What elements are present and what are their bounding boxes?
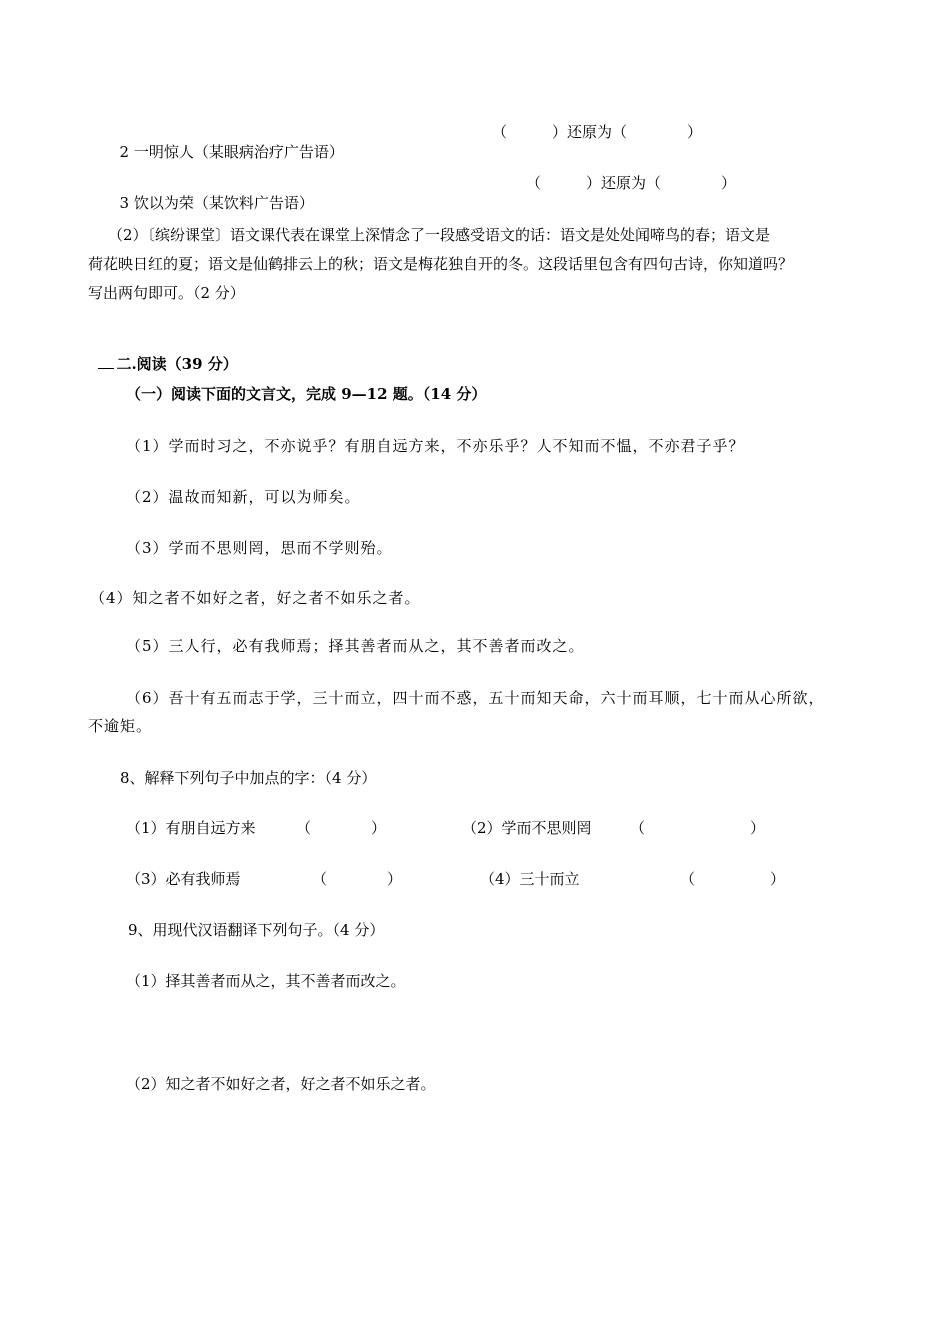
q9-item-1: （1）择其善者而从之，其不善者而改之。 xyxy=(126,972,406,990)
passage-5: （5）三人行，必有我师焉；择其善者而从之，其不善者而改之。 xyxy=(126,637,585,655)
slogan-3 xyxy=(110,173,314,213)
slogan-3-text: 3 饮以为荣（某饮料广告语） xyxy=(119,194,314,212)
q2-line1: （2）〔缤纷课堂〕语文课代表在课堂上深情念了一段感受语文的话：语文是处处闻啼鸟的春；语文是 xyxy=(108,226,771,244)
passage-6a: （6）吾十有五而志于学，三十而立，四十而不惑，五十而知天命，六十而耳顺，七十而从心所欲， xyxy=(126,689,825,707)
section-underline xyxy=(98,354,114,369)
passage-1: （1）学而时习之，不亦说乎？有朋自远方来，不亦乐乎？人不知而不愠，不亦君子乎？ xyxy=(126,437,745,455)
q8-item-1-label: （1）有朋自远方来 xyxy=(126,819,256,837)
section-2-title: 二.阅读（39 分） xyxy=(116,355,238,373)
slogan-2-text: 2 一明惊人（某眼病治疗广告语） xyxy=(119,143,344,161)
slogan-2 xyxy=(110,122,344,162)
q9-item-2: （2）知之者不如好之者，好之者不如乐之者。 xyxy=(126,1075,436,1093)
slogan-3-blank: （ ）还原为（ ） xyxy=(526,174,737,192)
slogan-2-blank: （ ）还原为（ ） xyxy=(492,123,703,141)
q2-line2: 荷花映日红的夏；语文是仙鹤排云上的秋；语文是梅花独自开的冬。这段话里包含有四句古诗，你知道吗？ xyxy=(88,255,794,273)
section-2-sub: （一）阅读下面的文言文，完成 9—12 题。（14 分） xyxy=(126,385,487,403)
q8-title: 8、解释下列句子中加点的字：（4 分） xyxy=(120,769,377,787)
passage-6b: 不逾矩。 xyxy=(88,717,153,735)
q8-item-3-blank: （ ） xyxy=(312,870,403,888)
passage-4: （4）知之者不如好之者，好之者不如乐之者。 xyxy=(90,589,421,607)
q8-item-3-label: （3）必有我师焉 xyxy=(126,870,241,888)
section-2-heading xyxy=(88,334,238,374)
q2-line3: 写出两句即可。（2 分） xyxy=(88,284,245,302)
q8-item-2-blank: （ ） xyxy=(630,819,766,837)
q8-item-2-label: （2）学而不思则罔 xyxy=(462,819,592,837)
q8-item-1-blank: （ ） xyxy=(296,819,387,837)
passage-3: （3）学而不思则罔，思而不学则殆。 xyxy=(126,539,393,557)
q9-title: 9、用现代汉语翻译下列句子。（4 分） xyxy=(128,921,385,939)
q8-item-4-blank: （ ） xyxy=(680,870,786,888)
passage-2: （2）温故而知新，可以为师矣。 xyxy=(126,488,361,506)
q8-item-4-label: （4）三十而立 xyxy=(480,870,580,888)
